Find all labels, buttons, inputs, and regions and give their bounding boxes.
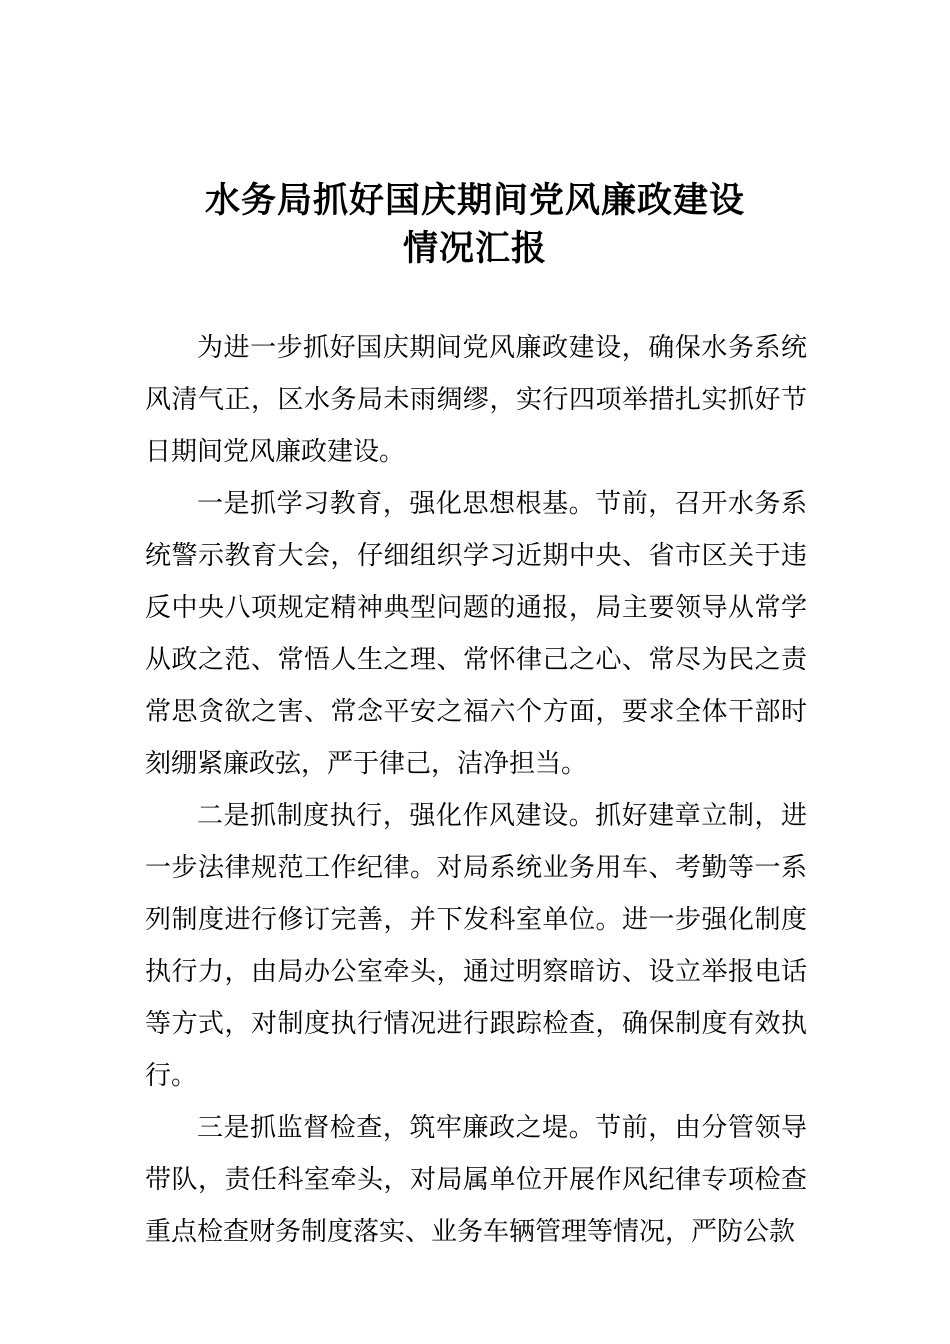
document-title-line-1: 水务局抓好国庆期间党风廉政建设 (204, 181, 745, 221)
paragraph-supervision: 三是抓监督检查，筑牢廉政之堤。节前，由分管领导带队，责任科室牵头，对局属单位开展作风纪律专项检查重点检查财务制度落实、业务车辆管理等情况，严防公款 (145, 1113, 807, 1247)
document-body (145, 322, 807, 1258)
paragraph-intro: 为进一步抓好国庆期间党风廉政建设，确保水务系统风清气正，区水务局未雨绸缪，实行四项举措扎实抓好节日期间党风廉政建设。 (145, 333, 807, 467)
document-title-line-2: 情况汇报 (402, 229, 547, 269)
paragraph-study-education: 一是抓学习教育，强化思想根基。节前，召开水务系统警示教育大会，仔细组织学习近期中央、省市区关于违反中央八项规定精神典型问题的通报，局主要领导从常学从政之范、常悟人生之理、常怀律己之心、常尽为民之责常思贪欲之害、常念平安之福六个方面，要求全体干部时刻绷紧廉政弦，严于律己，洁净担当。 (145, 489, 807, 779)
paragraph-system-execution: 二是抓制度执行，强化作风建设。抓好建章立制，进一步法律规范工作纪律。对局系统业务用车、考勤等一系列制度进行修订完善，并下发科室单位。进一步强化制度执行力，由局办公室牵头，通过明察暗访、设立举报电话等方式，对制度执行情况进行跟踪检查，确保制度有效执行。 (145, 801, 807, 1091)
